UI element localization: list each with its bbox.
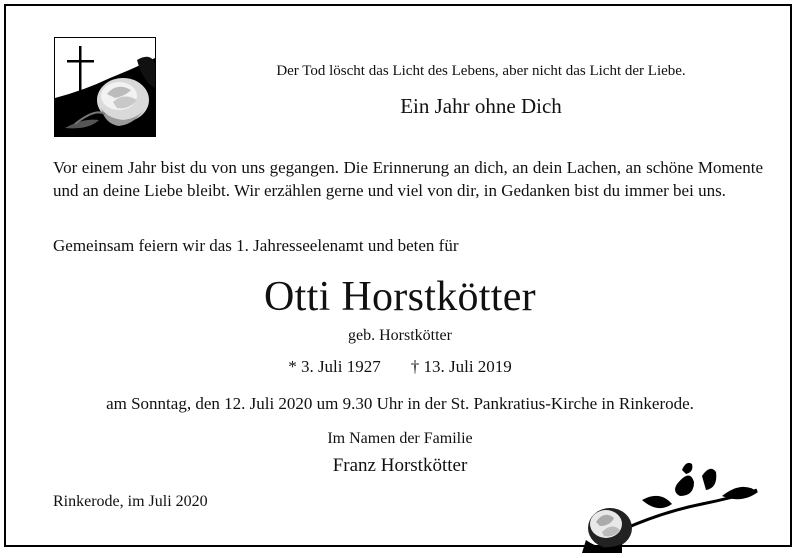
memorial-subtitle: Ein Jahr ohne Dich	[400, 94, 562, 118]
birth-name: geb. Horstkötter	[348, 327, 452, 344]
rose-icon	[582, 460, 800, 553]
death-date: † 13. Juli 2019	[410, 357, 512, 376]
cross-and-rose-icon	[54, 37, 156, 137]
service-details: am Sonntag, den 12. Juli 2020 um 9.30 Uhr in der St. Pankratius-Kirche in Rinkerode.	[106, 394, 694, 413]
place-and-date: Rinkerode, im Juli 2020	[53, 493, 208, 510]
deceased-name: Otti Horstkötter	[264, 274, 536, 320]
memorial-paragraph: Vor einem Jahr bist du von uns gegangen. Die Erinnerung an dich, an dein Lachen, an schöne Momente und an deine Liebe bleibt. Wir erzählen gerne und viel von dir, in Gedanken bist du immer bei uns.	[53, 158, 763, 200]
family-name: Franz Horstkötter	[332, 455, 468, 476]
life-dates	[0, 357, 800, 377]
family-label: Im Namen der Familie	[327, 430, 473, 447]
service-intro: Gemeinsam feiern wir das 1. Jahresseelenamt und beten für	[53, 236, 459, 255]
memorial-quote: Der Tod löscht das Licht des Lebens, aber nicht das Licht der Liebe.	[276, 63, 686, 79]
birth-date: * 3. Juli 1927	[288, 357, 381, 376]
